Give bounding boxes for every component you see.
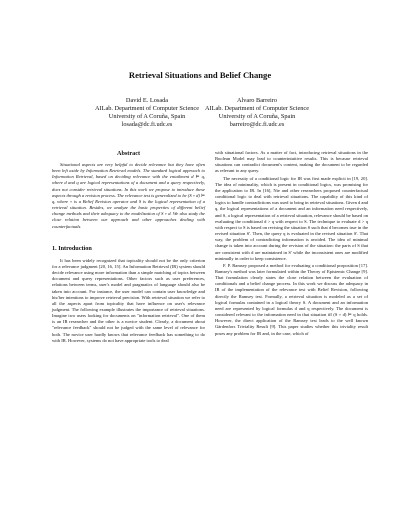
author-name: Alvaro Barreiro bbox=[236, 97, 278, 104]
abstract-text: Situational aspects are very helpful to decide relevance but they have often been left aside by Information Retrieval models. The standard logical approach to Information Retrieval, based on deciding relevance with the entailment d ⊨ q, where d and q are logical representations of a document and a query respectively, does not consider retrieval situations. In this work we propose to introduce these aspects through a revision process. The relevance test is generalized to be (S ∘ d) ⊨ q, where ∘ is a Belief Revision operator and S is the logical representation of a retrieval situation. Besides, we analyze the basic properties of different belief change methods and their adequacy to the modelization of S ∘ d. We also study the close relation between our approach and other approaches dealing with counterfactuals. bbox=[52, 162, 205, 229]
author-affiliation: AILab. Department of Computer Science bbox=[204, 105, 310, 112]
abstract-heading: Abstract bbox=[116, 150, 141, 157]
body-paragraph: The necessity of a conditional logic for IR was first made explicit in [19, 20]. The idea of minimality, which is present in conditional logics, was promising for the application to IR. In [16], Nie and other researchers proposed counterfactual conditional logic to deal with retrieval situations. The capability of this kind of logics to handle contradictions was used to bring in retrieval situations. Given d and q, the logical representations of a document and an information need respectively, and S, a logical representation of a retrieval situation, relevance should be based on evaluating the conditional d > q with respect to S. The technique to evaluate d > q with respect to S is based on revising the situation S such that d becomes true in the revised situation S'. Then, the query q is evaluated in the revised situation S'. That way, the problem of contradicting information is avoided. The idea of minimal change is taken into account during the revision of the situation: the parts of S that are consistent with d are maintained in S' while the inconsistent ones are modified minimally in order to keep consistence. bbox=[215, 175, 368, 261]
author-email: losada@dc.fi.udc.es bbox=[121, 121, 173, 128]
body-paragraph: F. P. Ramsey proposed a method for evaluating a conditional proposition [17]. Ramsey's method was later formulated within the Theory of Epistemic Change [9]. That formulation clearly states the close relation between the evaluation of conditionals and a belief change process. In this work we discuss the adequacy in IR of the implementation of the relevance test with Belief Revision, following directly the Ramsey test. Formally, a retrieval situation is modeled as a set of logical formulas contained in a logical theory S. A document and an information need are represented by logical formulas d and q respectively. The document is considered relevant to the information need in that situation iff (S ∘ d) ⊨ q holds. However, the direct application of the Ramsey test leads to the well known Gärdenfors Triviality Result [9]. This paper studies whether this triviality result poses any problem for IR and, in the case, which of bbox=[215, 262, 368, 336]
body-paragraph: It has been widely recognized that topicality should not be the only criterion for a relevance judgment [20, 16, 15]. An Information Retrieval (IR) system should decide relevance using more information than a simple matching of topics between document and query representations. Other factors such as user preferences, relations between terms, user's model and pragmatics of language should also be taken into account. For instance, the user model can contain user knowledge and his/her intentions to improve retrieval precision. With retrieval situation we refer to all the aspects apart from topicality that have influence on user's relevance judgment. The following example illustrates the importance of retrieval situations. Imagine two users looking for documents on "information retrieval". One of them is an IR researcher and the other is a novice student. Clearly, a document about "relevance feedback" should not be judged with the same level of relevance for both. The novice user hardly knows that relevance feedback has something to do with IR. However, systems do not have appropriate tools to deal bbox=[52, 257, 205, 343]
left-column bbox=[52, 150, 205, 344]
author-university: University of A Coruña, Spain bbox=[108, 113, 186, 120]
body-paragraph: with situational factors. As a matter of fact, introducing retrieval situations in the Boolean Model may lead to counterintuitive results. This is because retrieval situations can contradict document's content, making the document to be regarded as relevant to any query. bbox=[215, 150, 368, 174]
author-name: David E. Losada bbox=[125, 97, 169, 104]
paper-title: Retrieval Situations and Belief Change bbox=[128, 70, 272, 80]
author-email: barreiro@dc.fi.udc.es bbox=[229, 121, 285, 128]
author-university: University of A Coruña, Spain bbox=[218, 113, 296, 120]
author-block-2 bbox=[172, 97, 342, 129]
section-heading-introduction: 1. Introduction bbox=[52, 244, 92, 252]
author-affiliation: AILab. Department of Computer Science bbox=[94, 105, 200, 112]
right-column bbox=[215, 150, 368, 337]
